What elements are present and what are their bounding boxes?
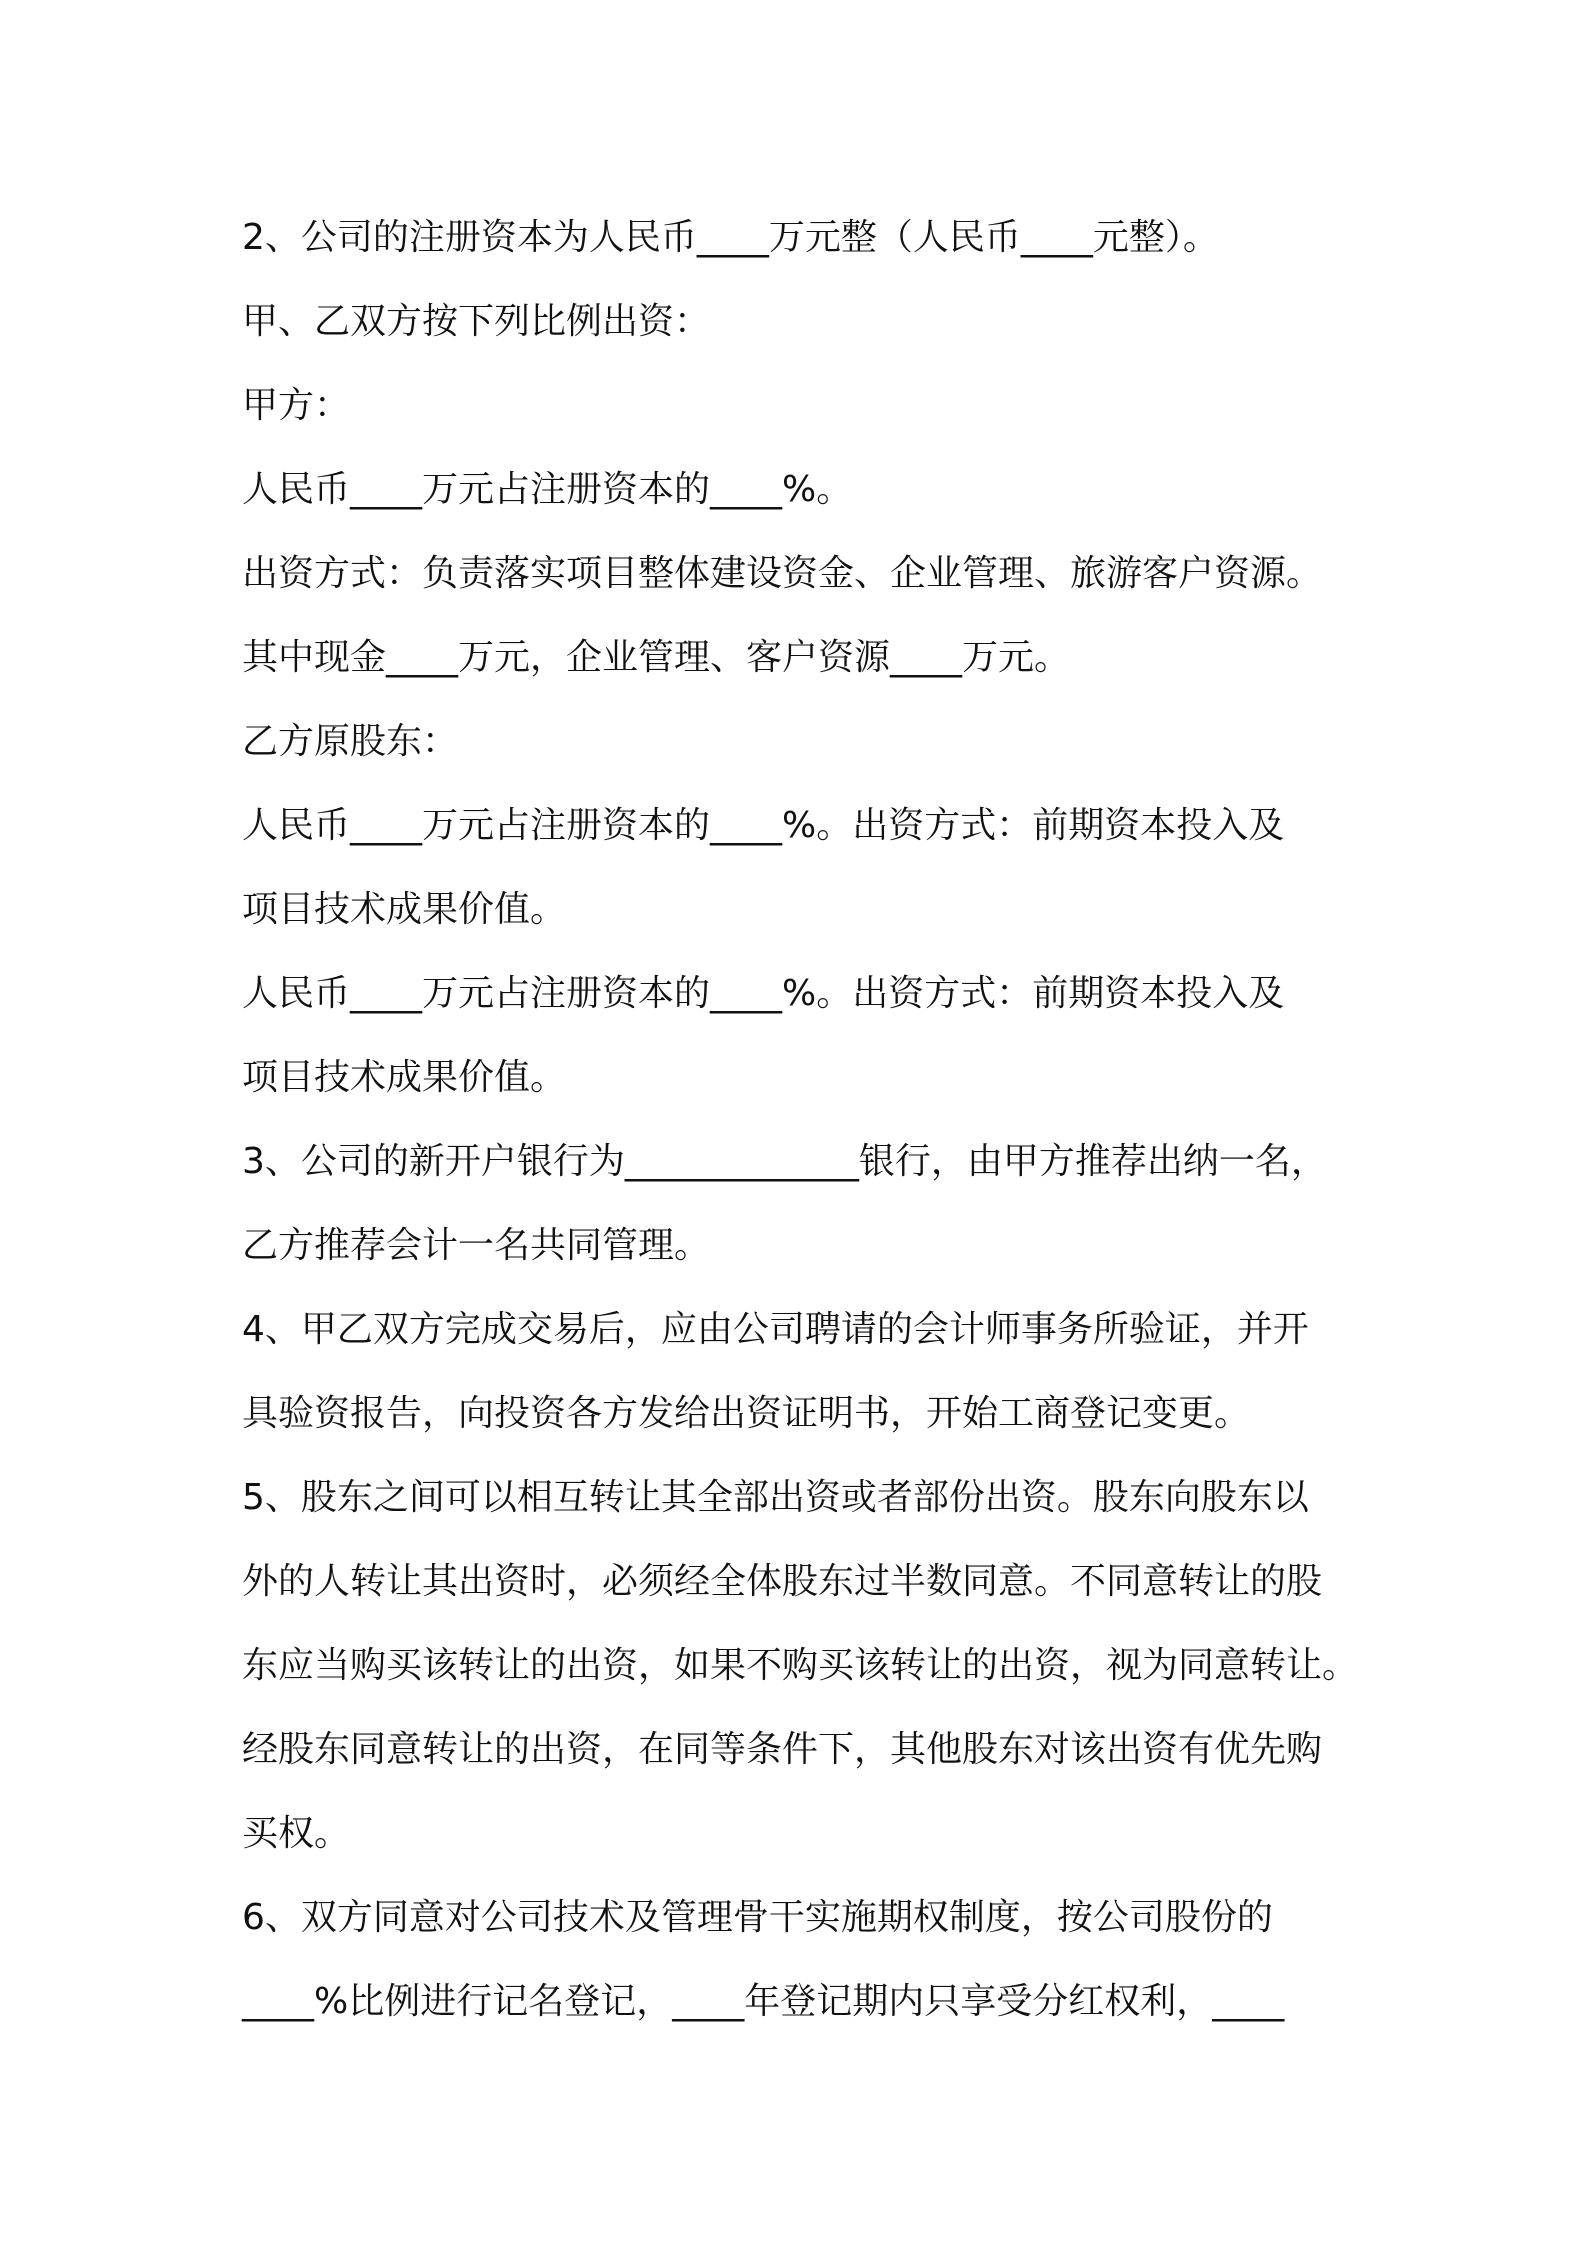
paragraph-3-line-2: 乙方推荐会计一名共同管理。 (242, 1225, 711, 1266)
party-b-amount-1: 人民币____万元占注册资本的____%。出资方式：前期资本投入及 (242, 805, 1285, 846)
party-a-method: 出资方式：负责落实项目整体建设资金、企业管理、旅游客户资源。 (242, 553, 1323, 594)
paragraph-6-line-1: 6、双方同意对公司技术及管理骨干实施期权制度，按公司股份的 (242, 1897, 1273, 1938)
paragraph-4-line-1: 4、甲乙双方完成交易后，应由公司聘请的会计师事务所验证，并开 (242, 1309, 1309, 1350)
contribution-intro: 甲、乙双方按下列比例出资： (242, 301, 711, 342)
party-b-heading: 乙方原股东： (242, 721, 459, 762)
paragraph-6-line-2: ____%比例进行记名登记，____年登记期内只享受分红权利，____ (242, 1981, 1285, 2022)
party-a-cash: 其中现金____万元，企业管理、客户资源____万元。 (242, 637, 1071, 678)
party-b-amount-2: 人民币____万元占注册资本的____%。出资方式：前期资本投入及 (242, 973, 1285, 1014)
party-a-amount: 人民币____万元占注册资本的____%。 (242, 469, 853, 510)
party-b-amount-2-cont: 项目技术成果价值。 (242, 1057, 567, 1098)
paragraph-4-line-2: 具验资报告，向投资各方发给出资证明书，开始工商登记变更。 (242, 1393, 1251, 1434)
paragraph-5-line-3: 东应当购买该转让的出资，如果不购买该转让的出资，视为同意转让。 (242, 1645, 1359, 1686)
paragraph-3-line-1: 3、公司的新开户银行为_____________银行，由甲方推荐出纳一名， (242, 1141, 1327, 1182)
paragraph-5-line-2: 外的人转让其出资时，必须经全体股东过半数同意。不同意转让的股 (242, 1561, 1323, 1602)
paragraph-2-line-1: 2、公司的注册资本为人民币____万元整（人民币____元整）。 (242, 217, 1219, 258)
paragraph-5-line-1: 5、股东之间可以相互转让其全部出资或者部份出资。股东向股东以 (242, 1477, 1309, 1518)
party-a-heading: 甲方： (242, 385, 351, 426)
paragraph-5-line-4: 经股东同意转让的出资，在同等条件下，其他股东对该出资有优先购 (242, 1729, 1323, 1770)
document-body (242, 196, 1362, 2044)
party-b-amount-1-cont: 项目技术成果价值。 (242, 889, 567, 930)
paragraph-5-line-5: 买权。 (242, 1813, 351, 1854)
